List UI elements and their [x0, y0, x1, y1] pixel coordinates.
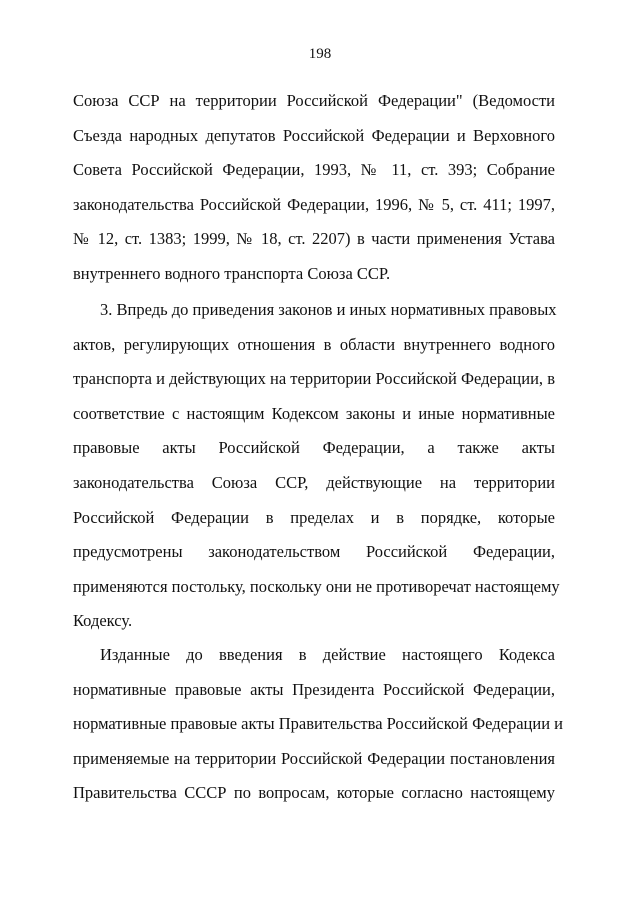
text-line: законодательства Союза ССР, действующие на территории [73, 472, 555, 492]
page-number: 198 [308, 46, 332, 62]
text-line: Изданные до введения в действие настоящего Кодекса [100, 645, 555, 664]
paragraph-issued-acts [73, 638, 563, 811]
text-line: внутреннего водного транспорта Союза ССР. [73, 263, 391, 283]
text-line: соответствие с настоящим Кодексом законы и иные нормативные [73, 403, 555, 423]
text-line: Совета Российской Федерации, 1993, № 11, ст. 393; Собрание [73, 160, 555, 180]
paragraph-continuation [73, 84, 555, 292]
text-line: 3. Впредь до приведения законов и иных нормативных правовых [100, 300, 557, 319]
text-line: Съезда народных депутатов Российской Федерации и Верховного [73, 125, 555, 145]
text-line: актов, регулирующих отношения в области внутреннего водного [73, 334, 555, 354]
text-line: Союза ССР на территории Российской Федерации" (Ведомости [73, 91, 555, 110]
text-line: № 12, ст. 1383; 1999, № 18, ст. 2207) в части применения Устава [73, 229, 555, 249]
text-line: предусмотрены законодательством Российской Федерации, [73, 542, 555, 562]
text-line: нормативные правовые акты Президента Российской Федерации, [73, 679, 555, 699]
text-line: Кодексу. [73, 611, 133, 631]
text-line: применяются постольку, поскольку они не противоречат настоящему [73, 576, 560, 596]
text-line: применяемые на территории Российской Федерации постановления [73, 748, 555, 768]
text-line: законодательства Российской Федерации, 1996, № 5, ст. 411; 1997, [73, 194, 555, 214]
text-line: Российской Федерации в пределах и в порядке, которые [73, 507, 555, 527]
text-line: Правительства СССР по вопросам, которые согласно настоящему [73, 783, 555, 803]
text-line: правовые акты Российской Федерации, а также акты [73, 438, 555, 458]
paragraph-item-3 [73, 293, 560, 639]
text-line: нормативные правовые акты Правительства Российской Федерации и [73, 714, 563, 734]
text-line: транспорта и действующих на территории Российской Федерации, в [73, 369, 555, 389]
